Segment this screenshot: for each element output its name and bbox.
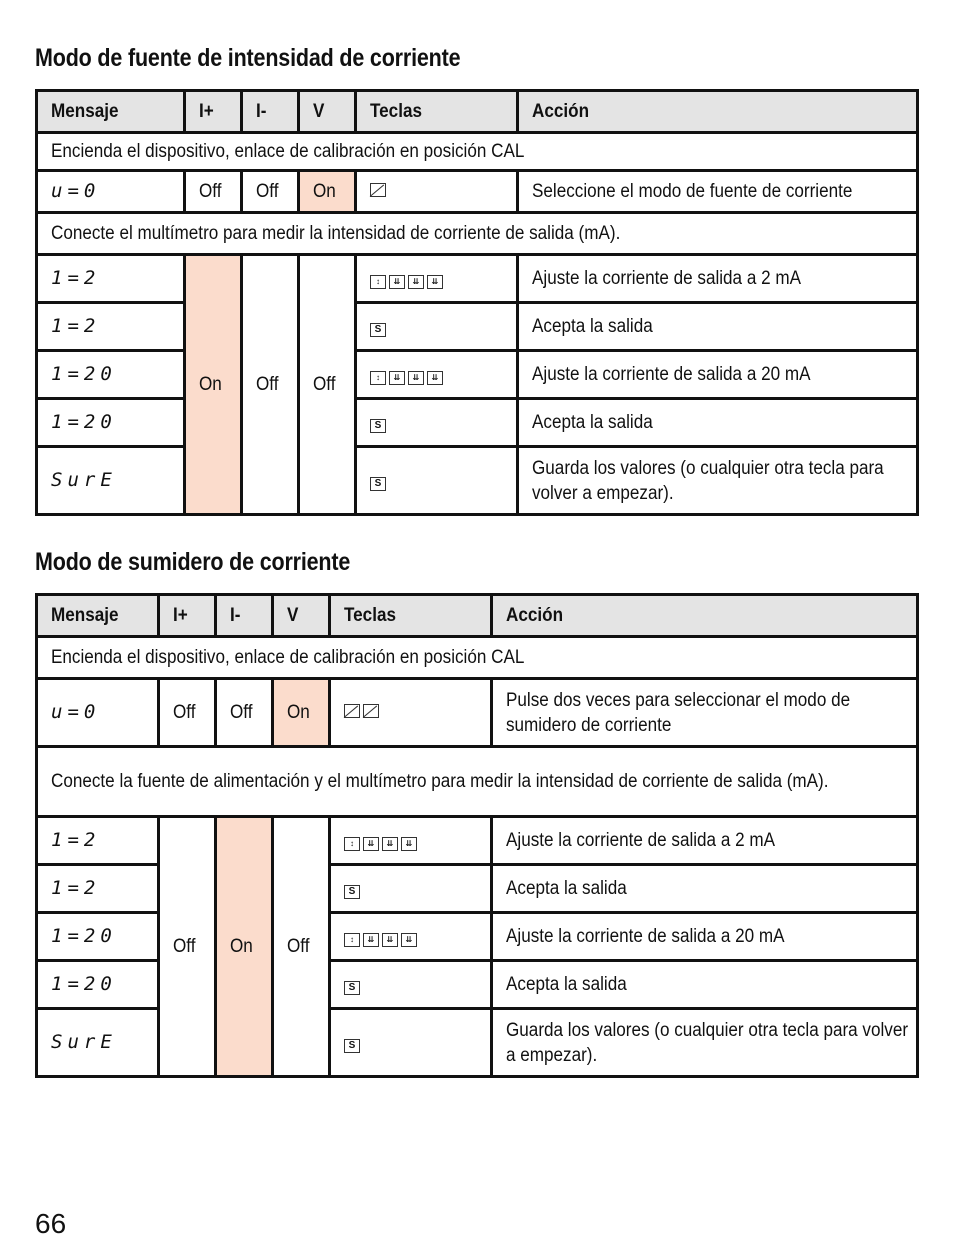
s-key-icon: S: [370, 323, 386, 337]
arrow-up-down-key-icon: ↕: [370, 275, 386, 289]
header-iminus: I-: [216, 595, 273, 637]
keys-cell: [330, 913, 492, 961]
sink-mode-table: [35, 593, 919, 1078]
iplus-state: Off: [185, 171, 242, 213]
lcd-message: 1=2: [37, 255, 185, 303]
keys-cell: [356, 171, 518, 213]
iminus-state: Off: [242, 171, 299, 213]
section-title-sink: Modo de sumidero de corriente: [35, 548, 351, 576]
arrow-up-down-key-icon: ↕: [344, 933, 360, 947]
table-row: [37, 255, 918, 303]
arrow-down-key-icon: ⇊: [427, 275, 443, 289]
lcd-message: 1=2: [37, 865, 159, 913]
action-cell: Guarda los valores (o cualquier otra tecla para volver a empezar).: [518, 447, 918, 515]
action-cell: Acepta la salida: [518, 303, 918, 351]
v-state: Off: [273, 817, 330, 1077]
lcd-message: 1=20: [37, 961, 159, 1009]
keys-cell: [356, 399, 518, 447]
keys-cell: [356, 447, 518, 515]
table-row: [37, 133, 918, 171]
action-cell: Seleccione el modo de fuente de corriente: [518, 171, 918, 213]
diagonal-key-icon: [370, 183, 386, 197]
keys-cell: [356, 351, 518, 399]
keys-cell: [330, 817, 492, 865]
iplus-state: On: [185, 255, 242, 515]
table-header-row: [37, 91, 918, 133]
table-header-row: [37, 595, 918, 637]
arrow-down-key-icon: ⇊: [427, 371, 443, 385]
action-cell: Ajuste la corriente de salida a 20 mA: [518, 351, 918, 399]
iminus-state: Off: [242, 255, 299, 515]
action-cell: Acepta la salida: [492, 865, 918, 913]
lcd-message: SurE: [37, 1009, 159, 1077]
v-state: On: [273, 679, 330, 747]
keys-cell: [330, 1009, 492, 1077]
table-row: [37, 399, 918, 447]
arrow-down-key-icon: ⇊: [408, 275, 424, 289]
source-mode-table: [35, 89, 919, 516]
keys-cell: [330, 679, 492, 747]
action-cell: Acepta la salida: [518, 399, 918, 447]
keys-cell: [330, 865, 492, 913]
lcd-message: SurE: [37, 447, 185, 515]
iminus-state: On: [216, 817, 273, 1077]
table-row: [37, 679, 918, 747]
s-key-icon: S: [370, 477, 386, 491]
v-state: On: [299, 171, 356, 213]
action-cell: Ajuste la corriente de salida a 2 mA: [492, 817, 918, 865]
arrow-down-key-icon: ⇊: [408, 371, 424, 385]
header-accion: Acción: [492, 595, 918, 637]
intro-cell: Conecte la fuente de alimentación y el multímetro para medir la intensidad de corriente de salida (mA).: [37, 747, 918, 817]
arrow-down-key-icon: ⇊: [401, 933, 417, 947]
diagonal-key-icon: [363, 704, 379, 718]
diagonal-key-icon: [344, 704, 360, 718]
header-accion: Acción: [518, 91, 918, 133]
table-row: [37, 637, 918, 679]
table-row: [37, 447, 918, 515]
header-iminus: I-: [242, 91, 299, 133]
arrow-down-key-icon: ⇊: [363, 933, 379, 947]
table-row: [37, 303, 918, 351]
arrow-down-key-icon: ⇊: [363, 837, 379, 851]
table-row: [37, 171, 918, 213]
lcd-message: 1=2: [37, 817, 159, 865]
action-cell: Ajuste la corriente de salida a 2 mA: [518, 255, 918, 303]
arrow-down-key-icon: ⇊: [389, 371, 405, 385]
action-cell: Acepta la salida: [492, 961, 918, 1009]
v-state: Off: [299, 255, 356, 515]
s-key-icon: S: [370, 419, 386, 433]
iplus-state: Off: [159, 817, 216, 1077]
keys-cell: [330, 961, 492, 1009]
lcd-message: u=0: [37, 679, 159, 747]
lcd-message: 1=20: [37, 399, 185, 447]
table-row: [37, 213, 918, 255]
arrow-up-down-key-icon: ↕: [344, 837, 360, 851]
action-cell: Pulse dos veces para seleccionar el modo de sumidero de corriente: [492, 679, 918, 747]
table-row: [37, 817, 918, 865]
keys-cell: [356, 255, 518, 303]
s-key-icon: S: [344, 981, 360, 995]
action-cell: Ajuste la corriente de salida a 20 mA: [492, 913, 918, 961]
s-key-icon: S: [344, 885, 360, 899]
header-v: V: [299, 91, 356, 133]
intro-cell: Encienda el dispositivo, enlace de calibración en posición CAL: [37, 133, 918, 171]
header-iplus: I+: [159, 595, 216, 637]
header-mensaje: Mensaje: [37, 595, 159, 637]
keys-cell: [356, 303, 518, 351]
arrow-down-key-icon: ⇊: [389, 275, 405, 289]
header-teclas: Teclas: [330, 595, 492, 637]
arrow-down-key-icon: ⇊: [382, 837, 398, 851]
header-iplus: I+: [185, 91, 242, 133]
iplus-state: Off: [159, 679, 216, 747]
header-mensaje: Mensaje: [37, 91, 185, 133]
header-v: V: [273, 595, 330, 637]
header-teclas: Teclas: [356, 91, 518, 133]
arrow-down-key-icon: ⇊: [401, 837, 417, 851]
lcd-message: 1=20: [37, 351, 185, 399]
lcd-message: u=0: [37, 171, 185, 213]
table-row: [37, 747, 918, 817]
section-title-source: Modo de fuente de intensidad de corriente: [35, 44, 461, 72]
intro-cell: Conecte el multímetro para medir la intensidad de corriente de salida (mA).: [37, 213, 918, 255]
page-number: 66: [35, 1208, 67, 1239]
lcd-message: 1=2: [37, 303, 185, 351]
iminus-state: Off: [216, 679, 273, 747]
arrow-up-down-key-icon: ↕: [370, 371, 386, 385]
table-row: [37, 351, 918, 399]
s-key-icon: S: [344, 1039, 360, 1053]
arrow-down-key-icon: ⇊: [382, 933, 398, 947]
intro-cell: Encienda el dispositivo, enlace de calibración en posición CAL: [37, 637, 918, 679]
lcd-message: 1=20: [37, 913, 159, 961]
action-cell: Guarda los valores (o cualquier otra tecla para volver a empezar).: [492, 1009, 918, 1077]
